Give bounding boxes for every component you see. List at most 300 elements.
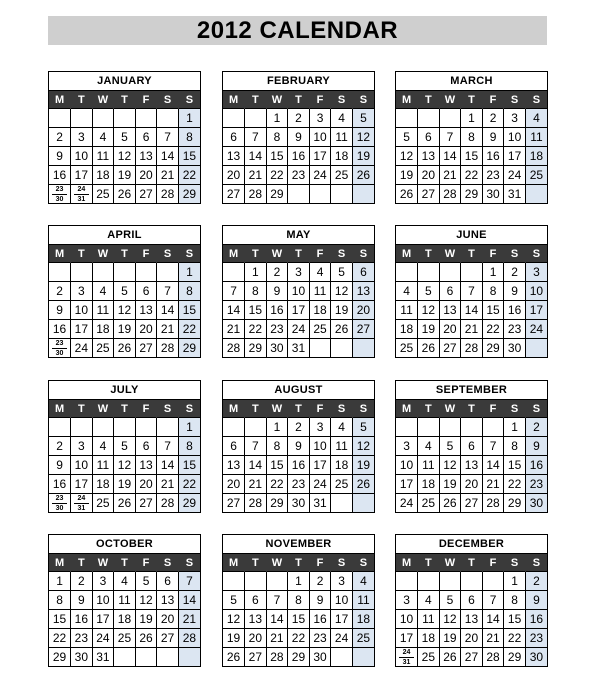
day-cell: 20 <box>223 475 245 494</box>
week-row <box>49 610 200 629</box>
day-cell: 19 <box>114 475 136 494</box>
day-cell: 8 <box>178 128 200 147</box>
day-cell: 14 <box>157 147 179 166</box>
day-cell: 15 <box>178 456 200 475</box>
weekday-header: M <box>396 400 418 418</box>
day-cell: 13 <box>439 301 461 320</box>
day-cell: 12 <box>352 128 374 147</box>
weekday-header: T <box>71 245 93 263</box>
day-cell: 3 <box>71 282 93 301</box>
week-row <box>49 128 200 147</box>
day-cell: 21 <box>223 320 245 339</box>
day-cell: 24 <box>92 629 114 648</box>
day-cell <box>331 185 353 204</box>
day-cell: 27 <box>223 185 245 204</box>
day-cell: 12 <box>135 591 157 610</box>
day-cell <box>114 263 136 282</box>
day-cell: 9 <box>49 456 71 475</box>
day-cell: 25 <box>418 494 440 513</box>
day-cell: 24 <box>288 320 310 339</box>
day-cell: 16 <box>525 610 547 629</box>
week-row <box>396 648 547 667</box>
weekday-header: W <box>92 400 114 418</box>
day-cell: 18 <box>525 147 547 166</box>
day-cell: 29 <box>461 185 483 204</box>
weekday-header: T <box>461 400 483 418</box>
day-cell: 29 <box>49 648 71 667</box>
day-cell <box>396 263 418 282</box>
day-cell <box>461 263 483 282</box>
month-may <box>222 225 375 358</box>
day-cell: 10 <box>396 456 418 475</box>
weekday-header: T <box>288 400 310 418</box>
day-cell: 1 <box>504 418 526 437</box>
day-cell: 29 <box>178 339 200 358</box>
weekday-header: S <box>178 400 200 418</box>
day-cell: 20 <box>157 610 179 629</box>
day-cell <box>396 572 418 591</box>
day-cell: 4 <box>331 418 353 437</box>
weekday-header: F <box>482 245 504 263</box>
day-cell: 4 <box>309 263 331 282</box>
day-cell: 23 30 <box>49 339 71 358</box>
day-cell <box>439 572 461 591</box>
day-cell: 9 <box>482 128 504 147</box>
day-cell: 6 <box>461 437 483 456</box>
day-cell: 16 <box>49 475 71 494</box>
day-cell <box>71 418 93 437</box>
weekday-header: T <box>245 554 267 572</box>
month-april <box>48 225 201 358</box>
day-cell: 13 <box>223 456 245 475</box>
day-cell: 16 <box>504 301 526 320</box>
day-cell <box>461 418 483 437</box>
weekday-header: T <box>71 554 93 572</box>
day-cell: 11 <box>418 610 440 629</box>
day-cell: 22 <box>482 320 504 339</box>
day-cell: 19 <box>331 301 353 320</box>
day-cell <box>71 263 93 282</box>
day-cell <box>71 109 93 128</box>
day-cell: 27 <box>135 185 157 204</box>
weekday-header: S <box>157 245 179 263</box>
day-cell: 3 <box>331 572 353 591</box>
day-cell: 2 <box>288 418 310 437</box>
month-november <box>222 534 375 667</box>
day-cell: 3 <box>504 109 526 128</box>
day-cell: 5 <box>114 437 136 456</box>
day-cell: 25 <box>352 629 374 648</box>
weekday-header: T <box>288 245 310 263</box>
day-cell: 10 <box>92 591 114 610</box>
weekday-header: F <box>309 554 331 572</box>
week-row <box>223 494 374 513</box>
week-row <box>49 418 200 437</box>
day-cell: 19 <box>396 166 418 185</box>
day-cell: 3 <box>71 128 93 147</box>
day-cell: 20 <box>135 166 157 185</box>
day-cell: 28 <box>223 339 245 358</box>
week-row <box>49 109 200 128</box>
weekday-header: W <box>266 245 288 263</box>
day-cell: 29 <box>245 339 267 358</box>
day-cell: 17 <box>525 301 547 320</box>
day-cell: 1 <box>266 418 288 437</box>
day-cell: 26 <box>352 166 374 185</box>
day-cell: 30 <box>309 648 331 667</box>
day-cell: 18 <box>418 475 440 494</box>
day-cell: 21 <box>157 166 179 185</box>
day-cell: 24 <box>309 475 331 494</box>
day-cell: 20 <box>135 320 157 339</box>
day-cell: 23 <box>482 166 504 185</box>
day-cell: 22 <box>504 475 526 494</box>
day-cell: 7 <box>439 128 461 147</box>
day-cell: 18 <box>396 320 418 339</box>
day-cell: 13 <box>461 610 483 629</box>
day-cell: 28 <box>482 648 504 667</box>
day-cell <box>178 648 200 667</box>
weekday-header: F <box>135 91 157 109</box>
weekday-header: T <box>71 91 93 109</box>
day-cell: 3 <box>309 418 331 437</box>
week-row <box>223 185 374 204</box>
day-cell: 14 <box>157 456 179 475</box>
month-table <box>49 91 200 203</box>
day-cell: 9 <box>49 147 71 166</box>
day-cell <box>418 109 440 128</box>
week-row <box>49 629 200 648</box>
week-row <box>396 494 547 513</box>
day-cell <box>309 185 331 204</box>
day-cell: 7 <box>245 437 267 456</box>
day-cell: 17 <box>396 629 418 648</box>
day-cell: 24 31 <box>71 494 93 513</box>
day-cell <box>439 418 461 437</box>
month-name: JULY <box>49 381 200 400</box>
day-cell: 6 <box>223 437 245 456</box>
day-cell: 29 <box>178 494 200 513</box>
day-cell: 12 <box>114 301 136 320</box>
day-cell: 6 <box>135 437 157 456</box>
day-cell: 18 <box>92 166 114 185</box>
day-cell: 9 <box>49 301 71 320</box>
month-name: FEBRUARY <box>223 72 374 91</box>
day-cell <box>114 418 136 437</box>
day-cell: 5 <box>439 437 461 456</box>
weekday-header: F <box>309 91 331 109</box>
day-cell: 2 <box>309 572 331 591</box>
week-row <box>396 320 547 339</box>
day-cell <box>482 572 504 591</box>
weekday-header: W <box>266 554 288 572</box>
day-cell: 10 <box>309 437 331 456</box>
weekday-header: M <box>223 91 245 109</box>
day-cell: 8 <box>245 282 267 301</box>
day-cell <box>135 648 157 667</box>
day-cell: 22 <box>49 629 71 648</box>
week-row <box>49 263 200 282</box>
day-cell <box>331 494 353 513</box>
day-cell: 2 <box>482 109 504 128</box>
month-name: APRIL <box>49 226 200 245</box>
day-cell: 21 <box>461 320 483 339</box>
day-cell: 28 <box>266 648 288 667</box>
day-cell: 25 <box>396 339 418 358</box>
week-row <box>223 301 374 320</box>
day-cell: 8 <box>178 437 200 456</box>
week-row <box>396 301 547 320</box>
day-cell: 6 <box>439 282 461 301</box>
day-cell <box>266 572 288 591</box>
weekday-header: S <box>157 91 179 109</box>
day-cell: 21 <box>266 629 288 648</box>
day-cell: 17 <box>396 475 418 494</box>
day-cell: 7 <box>266 591 288 610</box>
week-row <box>223 147 374 166</box>
day-cell: 25 <box>418 648 440 667</box>
week-row <box>396 610 547 629</box>
day-cell: 22 <box>504 629 526 648</box>
day-cell: 8 <box>504 437 526 456</box>
day-cell: 27 <box>352 320 374 339</box>
day-cell: 15 <box>178 147 200 166</box>
day-cell: 2 <box>525 572 547 591</box>
month-table <box>49 400 200 512</box>
day-cell: 6 <box>245 591 267 610</box>
week-row <box>49 166 200 185</box>
weekday-header: T <box>245 245 267 263</box>
week-row <box>223 629 374 648</box>
day-cell: 7 <box>482 437 504 456</box>
day-cell: 5 <box>135 572 157 591</box>
weekday-header: M <box>49 400 71 418</box>
day-cell: 23 <box>525 475 547 494</box>
weekday-header: T <box>288 91 310 109</box>
day-cell: 19 <box>114 320 136 339</box>
day-cell: 22 <box>178 475 200 494</box>
month-table <box>223 245 374 357</box>
week-row <box>223 456 374 475</box>
day-cell: 17 <box>92 610 114 629</box>
day-cell: 14 <box>157 301 179 320</box>
day-cell: 26 <box>439 648 461 667</box>
day-cell: 10 <box>504 128 526 147</box>
week-row <box>49 320 200 339</box>
weekday-header: S <box>157 554 179 572</box>
day-cell: 7 <box>157 437 179 456</box>
weekday-header: W <box>439 91 461 109</box>
day-cell: 13 <box>461 456 483 475</box>
day-cell: 29 <box>504 494 526 513</box>
month-table <box>396 91 547 203</box>
day-cell: 21 <box>482 629 504 648</box>
day-cell: 12 <box>396 147 418 166</box>
day-cell: 9 <box>266 282 288 301</box>
day-cell: 11 <box>331 437 353 456</box>
day-cell: 26 <box>331 320 353 339</box>
day-cell: 2 <box>49 282 71 301</box>
day-cell: 16 <box>309 610 331 629</box>
weekday-header: S <box>504 400 526 418</box>
week-row <box>223 166 374 185</box>
day-cell: 27 <box>461 648 483 667</box>
day-cell <box>157 648 179 667</box>
day-cell: 4 <box>352 572 374 591</box>
weekday-header: F <box>135 245 157 263</box>
day-cell: 29 <box>288 648 310 667</box>
weekday-header: M <box>396 245 418 263</box>
day-cell <box>461 572 483 591</box>
weekday-header: M <box>223 245 245 263</box>
day-cell: 10 <box>331 591 353 610</box>
day-cell: 10 <box>309 128 331 147</box>
day-cell: 1 <box>178 109 200 128</box>
day-cell <box>157 109 179 128</box>
month-table <box>49 245 200 357</box>
day-cell: 29 <box>178 185 200 204</box>
day-cell: 18 <box>309 301 331 320</box>
week-row <box>396 147 547 166</box>
day-cell <box>49 418 71 437</box>
weekday-header: S <box>157 400 179 418</box>
month-december <box>395 534 548 667</box>
day-cell: 11 <box>331 128 353 147</box>
day-cell <box>396 109 418 128</box>
day-cell: 25 <box>114 629 136 648</box>
day-cell: 12 <box>114 147 136 166</box>
day-cell: 13 <box>223 147 245 166</box>
day-cell: 30 <box>71 648 93 667</box>
day-cell: 23 <box>288 475 310 494</box>
day-cell: 8 <box>266 128 288 147</box>
weekday-header: T <box>71 400 93 418</box>
day-cell: 6 <box>157 572 179 591</box>
day-cell <box>245 572 267 591</box>
week-row <box>49 572 200 591</box>
day-cell: 21 <box>439 166 461 185</box>
day-cell: 4 <box>418 437 440 456</box>
day-cell: 28 <box>157 494 179 513</box>
day-cell: 7 <box>157 128 179 147</box>
day-cell: 1 <box>266 109 288 128</box>
day-cell: 8 <box>266 437 288 456</box>
week-row <box>396 282 547 301</box>
day-cell: 4 <box>92 282 114 301</box>
day-cell <box>352 648 374 667</box>
day-cell: 4 <box>114 572 136 591</box>
day-cell: 26 <box>418 339 440 358</box>
day-cell: 24 <box>396 494 418 513</box>
day-cell: 8 <box>482 282 504 301</box>
day-cell: 25 <box>92 185 114 204</box>
weekday-header: S <box>504 554 526 572</box>
week-row <box>223 263 374 282</box>
weekday-header: S <box>525 245 547 263</box>
day-cell: 27 <box>135 339 157 358</box>
day-cell: 25 <box>331 475 353 494</box>
weekday-header: T <box>461 554 483 572</box>
day-cell: 20 <box>135 475 157 494</box>
day-cell: 19 <box>223 629 245 648</box>
day-cell: 13 <box>245 610 267 629</box>
day-cell: 26 <box>439 494 461 513</box>
week-row <box>396 591 547 610</box>
day-cell: 6 <box>223 128 245 147</box>
page-title: 2012 CALENDAR <box>48 16 547 45</box>
day-cell <box>223 418 245 437</box>
day-cell <box>135 263 157 282</box>
day-cell <box>439 263 461 282</box>
day-cell: 21 <box>482 475 504 494</box>
weekday-header: S <box>352 91 374 109</box>
day-cell: 3 <box>309 109 331 128</box>
day-cell: 30 <box>266 339 288 358</box>
day-cell: 28 <box>439 185 461 204</box>
day-cell: 27 <box>135 494 157 513</box>
week-row <box>396 475 547 494</box>
day-cell <box>352 339 374 358</box>
day-cell: 21 <box>178 610 200 629</box>
day-cell: 2 <box>288 109 310 128</box>
day-cell: 18 <box>92 475 114 494</box>
weekday-header: S <box>178 245 200 263</box>
day-cell <box>331 648 353 667</box>
day-cell <box>135 109 157 128</box>
day-cell: 27 <box>418 185 440 204</box>
weekday-header: M <box>396 91 418 109</box>
week-row <box>396 109 547 128</box>
day-cell: 4 <box>92 437 114 456</box>
week-row <box>223 648 374 667</box>
weekday-header: W <box>266 91 288 109</box>
weekday-header: S <box>525 554 547 572</box>
day-cell: 19 <box>135 610 157 629</box>
day-cell: 27 <box>157 629 179 648</box>
day-cell: 1 <box>288 572 310 591</box>
day-cell: 8 <box>461 128 483 147</box>
day-cell: 20 <box>352 301 374 320</box>
week-row <box>49 475 200 494</box>
month-june <box>395 225 548 358</box>
day-cell: 9 <box>525 591 547 610</box>
day-cell: 12 <box>418 301 440 320</box>
day-cell: 15 <box>504 456 526 475</box>
day-cell <box>135 418 157 437</box>
day-cell: 25 <box>525 166 547 185</box>
week-row <box>396 128 547 147</box>
week-row <box>49 437 200 456</box>
day-cell <box>245 109 267 128</box>
day-cell <box>92 263 114 282</box>
day-cell: 24 31 <box>71 185 93 204</box>
day-cell: 28 <box>178 629 200 648</box>
day-cell: 26 <box>114 185 136 204</box>
day-cell: 28 <box>482 494 504 513</box>
day-cell: 22 <box>178 320 200 339</box>
week-row <box>223 437 374 456</box>
weekday-header: T <box>114 400 136 418</box>
day-cell: 19 <box>439 475 461 494</box>
month-name: AUGUST <box>223 381 374 400</box>
day-cell: 1 <box>504 572 526 591</box>
day-cell: 9 <box>525 437 547 456</box>
week-row <box>223 591 374 610</box>
day-cell: 31 <box>288 339 310 358</box>
day-cell: 7 <box>245 128 267 147</box>
day-cell: 28 <box>245 494 267 513</box>
day-cell: 16 <box>71 610 93 629</box>
